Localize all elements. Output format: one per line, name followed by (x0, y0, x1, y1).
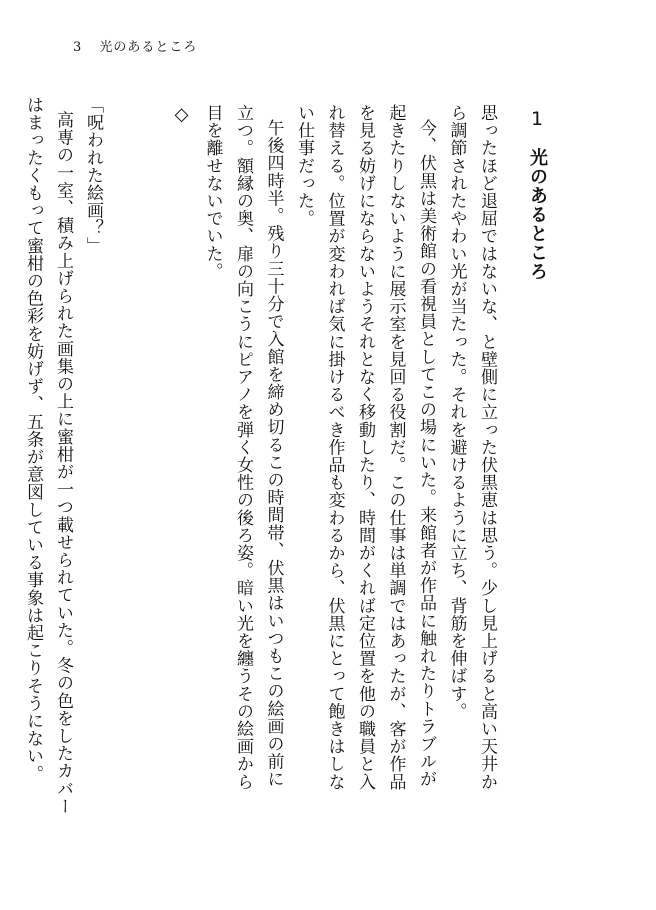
paragraph: 今、伏黒は美術館の看視員としてこの場にいた。来館者が作品に触れたりトラブルが起きたりしないように展示室を見回る役割だ。この仕事は単調ではあったが、客が作品を見る妨げにならないようそれとなく移動したり、時間がくれば定位置を他の職員と入れ替える。位置が変われば気に掛けるべき作品も変わるから、伏黒にとって飽きはしない仕事だった。 (294, 104, 436, 791)
section-separator: ◇ (171, 104, 192, 125)
paragraph: 高専の一室、積み上げられた画集の上に蜜柑が一つ載せられていた。冬の色をしたカバーはまったくもって蜜柑の色彩を妨げず、五条が意図している事象は起こりそうにない。 (23, 96, 73, 816)
chapter-number: 1 (526, 108, 548, 130)
paragraph: 午後四時半。残り三十分で入館を締め切るこの時間帯、伏黒はいつもこの絵画の前に立つ。額縁の奥、扉の向こうにピアノを弾く女性の後ろ姿。暗い光を纏うその絵画から目を離せないでいた。 (202, 104, 284, 791)
running-title: 光のあるところ (99, 40, 198, 55)
paragraph: 「呪われた絵画？」 (83, 96, 103, 255)
chapter-title: 光のあるところ (527, 148, 548, 281)
running-head (73, 36, 197, 55)
section-2-text (18, 96, 108, 816)
paragraph: 思ったほど退屈ではないな、と壁側に立った伏黒恵は思う。少し見上げると高い天井から調節されたやわい光が当たった。それを避けるように立ち、背筋を伸ばす。 (446, 104, 497, 791)
page-number: 3 (73, 40, 83, 55)
section-1-text (142, 104, 502, 804)
